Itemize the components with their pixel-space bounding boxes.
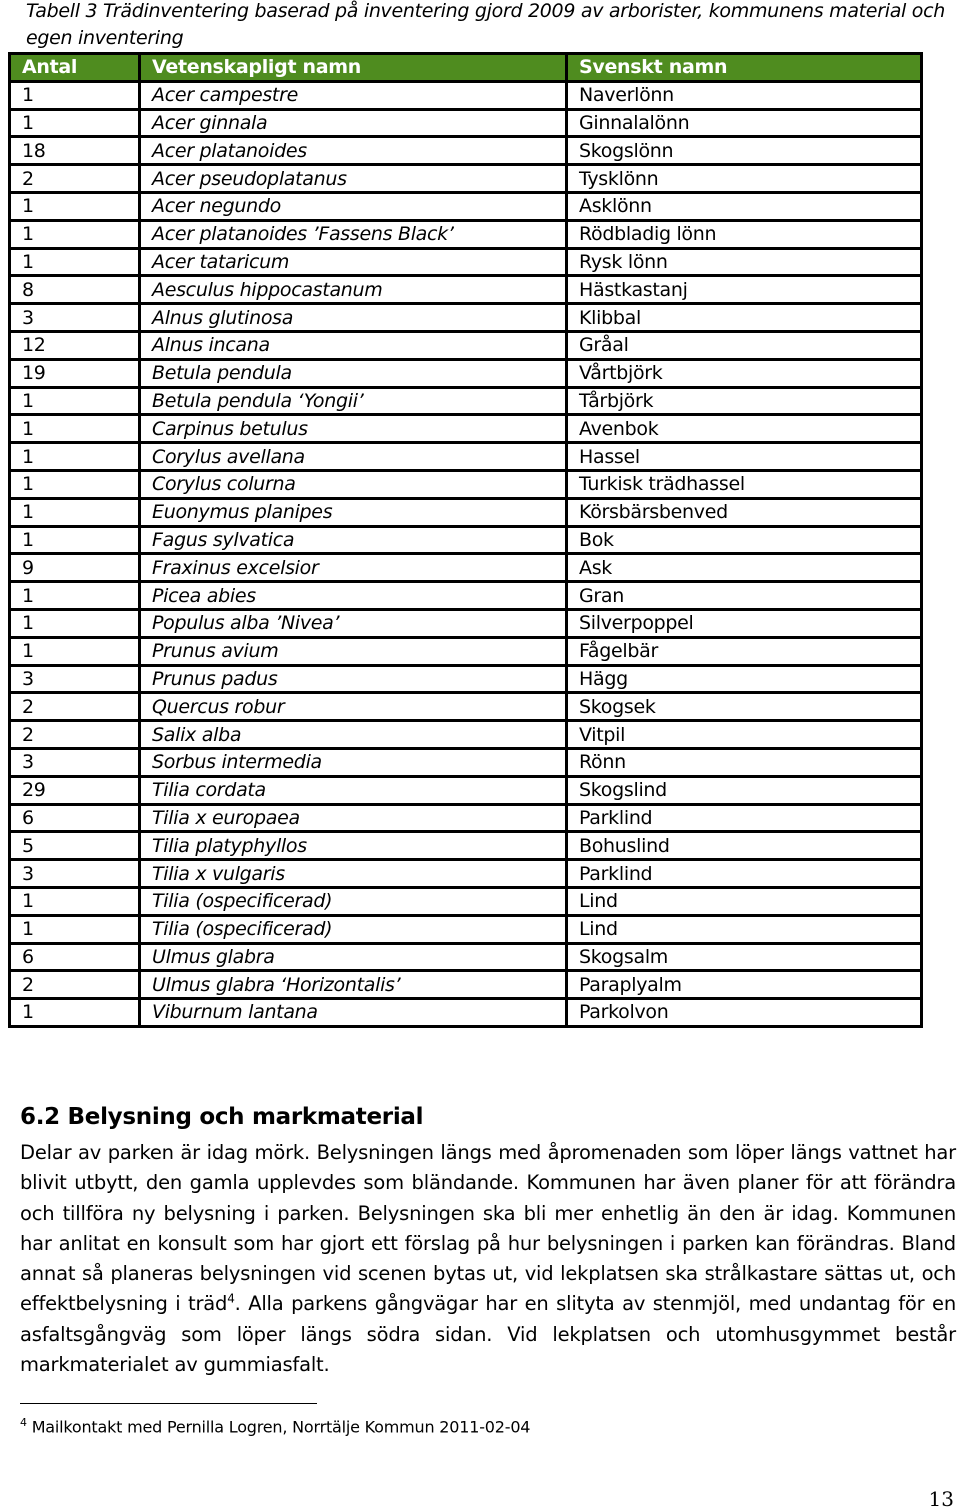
swedish-name-cell: Skogsalm	[567, 943, 922, 971]
table-row	[10, 248, 922, 276]
count-cell: 8	[10, 276, 140, 304]
table-row	[10, 721, 922, 749]
count-cell: 5	[10, 832, 140, 860]
table-row	[10, 526, 922, 554]
table-row	[10, 637, 922, 665]
table-row	[10, 359, 922, 387]
swedish-name-cell: Naverlönn	[567, 81, 922, 109]
table-row	[10, 693, 922, 721]
scientific-name-cell: Viburnum lantana	[140, 999, 567, 1027]
swedish-name-cell: Parklind	[567, 804, 922, 832]
footnote-text: Mailkontakt med Pernilla Logren, Norrtälje Kommun 2011-02-04	[26, 1417, 531, 1437]
section-paragraph	[20, 1138, 956, 1380]
scientific-name-cell: Tilia x europaea	[140, 804, 567, 832]
swedish-name-cell: Hägg	[567, 665, 922, 693]
swedish-name-cell: Skogslind	[567, 776, 922, 804]
scientific-name-cell: Ulmus glabra	[140, 943, 567, 971]
swedish-name-cell: Avenbok	[567, 415, 922, 443]
table-row	[10, 971, 922, 999]
table-row	[10, 748, 922, 776]
count-cell: 1	[10, 915, 140, 943]
count-cell: 6	[10, 804, 140, 832]
section-heading: 6.2 Belysning och markmaterial	[20, 1104, 424, 1130]
count-cell: 1	[10, 999, 140, 1027]
table-row	[10, 137, 922, 165]
table-row	[10, 470, 922, 498]
tree-inventory-table	[8, 52, 923, 1028]
count-cell: 3	[10, 748, 140, 776]
swedish-name-cell: Ginnalalönn	[567, 109, 922, 137]
scientific-name-cell: Acer tataricum	[140, 248, 567, 276]
scientific-name-cell: Fraxinus excelsior	[140, 554, 567, 582]
table-row	[10, 665, 922, 693]
count-cell: 12	[10, 331, 140, 359]
scientific-name-cell: Betula pendula ‘Yongii’	[140, 387, 567, 415]
scientific-name-cell: Carpinus betulus	[140, 415, 567, 443]
count-cell: 3	[10, 304, 140, 332]
table-row	[10, 81, 922, 109]
table-row	[10, 999, 922, 1027]
header-scientific-name: Vetenskapligt namn	[140, 54, 567, 82]
scientific-name-cell: Tilia (ospecificerad)	[140, 915, 567, 943]
swedish-name-cell: Asklönn	[567, 192, 922, 220]
swedish-name-cell: Parkolvon	[567, 999, 922, 1027]
scientific-name-cell: Prunus padus	[140, 665, 567, 693]
table-row	[10, 860, 922, 888]
swedish-name-cell: Rönn	[567, 748, 922, 776]
count-cell: 3	[10, 665, 140, 693]
count-cell: 6	[10, 943, 140, 971]
count-cell: 1	[10, 248, 140, 276]
swedish-name-cell: Fågelbär	[567, 637, 922, 665]
swedish-name-cell: Vitpil	[567, 721, 922, 749]
paragraph-text-part-2: . Alla parkens gångvägar har en slityta av stenmjöl, med undantag för en asfaltsgångväg som löper längs södra sidan. Vid lekplatsen och utomhusgymmet består markmaterialet av gummiasfalt.	[20, 1292, 956, 1377]
count-cell: 1	[10, 609, 140, 637]
table-row	[10, 554, 922, 582]
scientific-name-cell: Sorbus intermedia	[140, 748, 567, 776]
scientific-name-cell: Acer ginnala	[140, 109, 567, 137]
count-cell: 2	[10, 721, 140, 749]
footnote-reference: 4	[227, 1291, 235, 1306]
swedish-name-cell: Bok	[567, 526, 922, 554]
scientific-name-cell: Acer platanoides	[140, 137, 567, 165]
swedish-name-cell: Gråal	[567, 331, 922, 359]
scientific-name-cell: Salix alba	[140, 721, 567, 749]
table-row	[10, 304, 922, 332]
table-row	[10, 415, 922, 443]
scientific-name-cell: Tilia platyphyllos	[140, 832, 567, 860]
table-row	[10, 443, 922, 471]
swedish-name-cell: Körsbärsbenved	[567, 498, 922, 526]
scientific-name-cell: Tilia (ospecificerad)	[140, 887, 567, 915]
footnote	[20, 1416, 530, 1436]
scientific-name-cell: Betula pendula	[140, 359, 567, 387]
swedish-name-cell: Gran	[567, 582, 922, 610]
scientific-name-cell: Tilia cordata	[140, 776, 567, 804]
count-cell: 1	[10, 887, 140, 915]
swedish-name-cell: Rysk lönn	[567, 248, 922, 276]
count-cell: 1	[10, 387, 140, 415]
scientific-name-cell: Corylus colurna	[140, 470, 567, 498]
count-cell: 3	[10, 860, 140, 888]
scientific-name-cell: Euonymus planipes	[140, 498, 567, 526]
swedish-name-cell: Rödbladig lönn	[567, 220, 922, 248]
count-cell: 1	[10, 415, 140, 443]
swedish-name-cell: Bohuslind	[567, 832, 922, 860]
scientific-name-cell: Alnus incana	[140, 331, 567, 359]
paragraph-text-part-1: Delar av parken är idag mörk. Belysningen längs med åpromenaden som löper längs vattnet har blivit utbytt, den gamla upplevdes som bländande. Kommunen har även planer för att förändra och tillföra ny belysning i parken. Belysningen ska bli mer enhetlig än den är idag. Kommunen har anlitat en konsult som har gjort ett förslag på hur belysningen i parken kan förändras. Bland annat så planeras belysningen vid scenen bytas ut, vid lekplatsen ska strålkastare sättas ut, och effektbelysning i träd	[20, 1141, 956, 1316]
swedish-name-cell: Hästkastanj	[567, 276, 922, 304]
count-cell: 1	[10, 637, 140, 665]
scientific-name-cell: Aesculus hippocastanum	[140, 276, 567, 304]
count-cell: 1	[10, 470, 140, 498]
swedish-name-cell: Paraplyalm	[567, 971, 922, 999]
scientific-name-cell: Populus alba ’Nivea’	[140, 609, 567, 637]
count-cell: 29	[10, 776, 140, 804]
table-row	[10, 943, 922, 971]
swedish-name-cell: Skogsek	[567, 693, 922, 721]
table-row	[10, 609, 922, 637]
table-row	[10, 109, 922, 137]
scientific-name-cell: Acer platanoides ’Fassens Black’	[140, 220, 567, 248]
swedish-name-cell: Klibbal	[567, 304, 922, 332]
scientific-name-cell: Tilia x vulgaris	[140, 860, 567, 888]
table-row	[10, 582, 922, 610]
table-row	[10, 498, 922, 526]
count-cell: 2	[10, 971, 140, 999]
scientific-name-cell: Quercus robur	[140, 693, 567, 721]
count-cell: 18	[10, 137, 140, 165]
count-cell: 1	[10, 582, 140, 610]
swedish-name-cell: Lind	[567, 887, 922, 915]
table-row	[10, 804, 922, 832]
count-cell: 1	[10, 526, 140, 554]
footnote-separator	[20, 1403, 317, 1404]
count-cell: 1	[10, 498, 140, 526]
table-row	[10, 915, 922, 943]
swedish-name-cell: Skogslönn	[567, 137, 922, 165]
table-row	[10, 220, 922, 248]
scientific-name-cell: Acer pseudoplatanus	[140, 165, 567, 193]
page-number: 13	[928, 1487, 954, 1511]
swedish-name-cell: Vårtbjörk	[567, 359, 922, 387]
table-row	[10, 387, 922, 415]
scientific-name-cell: Alnus glutinosa	[140, 304, 567, 332]
header-swedish-name: Svenskt namn	[567, 54, 922, 82]
count-cell: 1	[10, 109, 140, 137]
table-row	[10, 832, 922, 860]
scientific-name-cell: Fagus sylvatica	[140, 526, 567, 554]
scientific-name-cell: Acer negundo	[140, 192, 567, 220]
scientific-name-cell: Corylus avellana	[140, 443, 567, 471]
swedish-name-cell: Ask	[567, 554, 922, 582]
count-cell: 9	[10, 554, 140, 582]
swedish-name-cell: Parklind	[567, 860, 922, 888]
table-row	[10, 192, 922, 220]
footnote-number: 4	[20, 1416, 27, 1429]
swedish-name-cell: Hassel	[567, 443, 922, 471]
count-cell: 1	[10, 81, 140, 109]
swedish-name-cell: Tårbjörk	[567, 387, 922, 415]
table-row	[10, 165, 922, 193]
swedish-name-cell: Silverpoppel	[567, 609, 922, 637]
count-cell: 1	[10, 220, 140, 248]
swedish-name-cell: Tysklönn	[567, 165, 922, 193]
table-header-row	[10, 54, 922, 82]
header-count: Antal	[10, 54, 140, 82]
swedish-name-cell: Turkisk trädhassel	[567, 470, 922, 498]
count-cell: 2	[10, 693, 140, 721]
table-row	[10, 776, 922, 804]
scientific-name-cell: Acer campestre	[140, 81, 567, 109]
count-cell: 19	[10, 359, 140, 387]
count-cell: 2	[10, 165, 140, 193]
swedish-name-cell: Lind	[567, 915, 922, 943]
table-caption: Tabell 3 Trädinventering baserad på inventering gjord 2009 av arborister, kommunens material och egen inventering	[26, 0, 945, 49]
table-row	[10, 276, 922, 304]
scientific-name-cell: Ulmus glabra ‘Horizontalis’	[140, 971, 567, 999]
count-cell: 1	[10, 443, 140, 471]
table-row	[10, 887, 922, 915]
table-row	[10, 331, 922, 359]
scientific-name-cell: Prunus avium	[140, 637, 567, 665]
scientific-name-cell: Picea abies	[140, 582, 567, 610]
count-cell: 1	[10, 192, 140, 220]
